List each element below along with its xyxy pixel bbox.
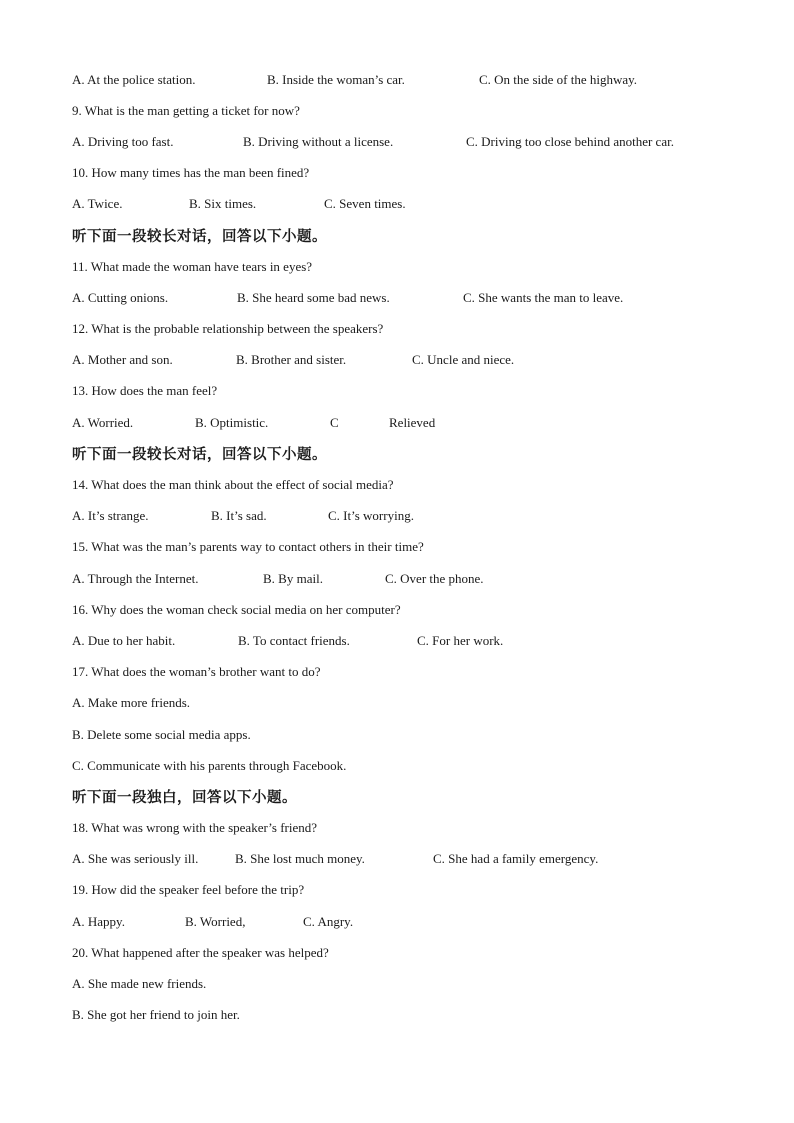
question-text: 17. What does the woman’s brother want to do? — [72, 664, 321, 680]
answer-option: A. Happy. — [72, 913, 125, 929]
answer-option: C. Seven times. — [324, 196, 406, 212]
question-text: 12. What is the probable relationship between the speakers? — [72, 321, 384, 337]
answer-option: B. She lost much money. — [235, 851, 365, 867]
answer-option: A. Mother and son. — [72, 352, 173, 368]
answer-option: B. Driving without a license. — [243, 133, 394, 149]
answer-option: B. Worried, — [185, 913, 246, 929]
answer-option: B. It’s sad. — [211, 508, 267, 524]
answer-options — [72, 906, 732, 937]
answer-option: A. At the police station. — [72, 71, 196, 87]
answer-option: C. Angry. — [303, 913, 354, 929]
document-page — [72, 64, 732, 1031]
question-text: 13. How does the man feel? — [72, 383, 218, 399]
answer-option: B. Brother and sister. — [236, 352, 347, 368]
answer-option: B. She heard some bad news. — [237, 289, 390, 305]
answer-option: C. It’s worrying. — [328, 508, 414, 524]
answer-option: C. For her work. — [417, 632, 504, 648]
answer-option: C. Over the phone. — [385, 570, 484, 586]
answer-options — [72, 407, 732, 438]
answer-options — [72, 625, 732, 656]
answer-option: B. To contact friends. — [238, 632, 350, 648]
answer-option: A. Through the Internet. — [72, 570, 199, 586]
answer-option: A. She was seriously ill. — [72, 851, 199, 867]
answer-option: C — [330, 414, 339, 430]
answer-options — [72, 126, 732, 157]
answer-option: A. Cutting onions. — [72, 289, 169, 305]
question-text: B. Delete some social media apps. — [72, 726, 251, 742]
answer-option: A. Due to her habit. — [72, 632, 176, 648]
question-text: 14. What does the man think about the effect of social media? — [72, 477, 394, 493]
answer-option: A. Worried. — [72, 414, 134, 430]
answer-options — [72, 501, 732, 532]
question-text: 16. Why does the woman check social media on her computer? — [72, 601, 401, 617]
question-text: A. She made new friends. — [72, 976, 207, 992]
question-text: 15. What was the man’s parents way to contact others in their time? — [72, 539, 424, 555]
question-text: B. She got her friend to join her. — [72, 1007, 240, 1023]
answer-option: C. Driving too close behind another car. — [466, 133, 674, 149]
question-text: 19. How did the speaker feel before the trip? — [72, 882, 305, 898]
answer-option: C. On the side of the highway. — [479, 71, 638, 87]
section-heading: 听下面一段较长对话，回答以下小题。 — [72, 229, 327, 246]
question-text: 18. What was wrong with the speaker’s friend? — [72, 820, 318, 836]
answer-options — [72, 64, 732, 95]
question-text: 10. How many times has the man been fined? — [72, 165, 310, 181]
question-text: 9. What is the man getting a ticket for now? — [72, 102, 300, 118]
answer-options — [72, 345, 732, 376]
answer-option: A. It’s strange. — [72, 508, 149, 524]
answer-options — [72, 282, 732, 313]
answer-option: A. Twice. — [72, 196, 123, 212]
answer-options — [72, 844, 732, 875]
answer-option: B. Optimistic. — [195, 414, 269, 430]
question-text: 11. What made the woman have tears in eyes? — [72, 258, 313, 274]
answer-option: A. Driving too fast. — [72, 133, 174, 149]
answer-option: B. Inside the woman’s car. — [267, 71, 405, 87]
section-heading: 听下面一段较长对话，回答以下小题。 — [72, 447, 327, 464]
answer-option: B. By mail. — [263, 570, 323, 586]
answer-options — [72, 189, 732, 220]
question-text: A. Make more friends. — [72, 695, 191, 711]
answer-option: C. Uncle and niece. — [412, 352, 515, 368]
question-text: 20. What happened after the speaker was helped? — [72, 944, 329, 960]
question-text: C. Communicate with his parents through Facebook. — [72, 757, 347, 773]
section-heading: 听下面一段独白，回答以下小题。 — [72, 790, 297, 807]
answer-option: C. She had a family emergency. — [433, 851, 599, 867]
answer-option: B. Six times. — [189, 196, 257, 212]
answer-option: C. She wants the man to leave. — [463, 289, 624, 305]
answer-options — [72, 563, 732, 594]
answer-option: Relieved — [389, 414, 436, 430]
